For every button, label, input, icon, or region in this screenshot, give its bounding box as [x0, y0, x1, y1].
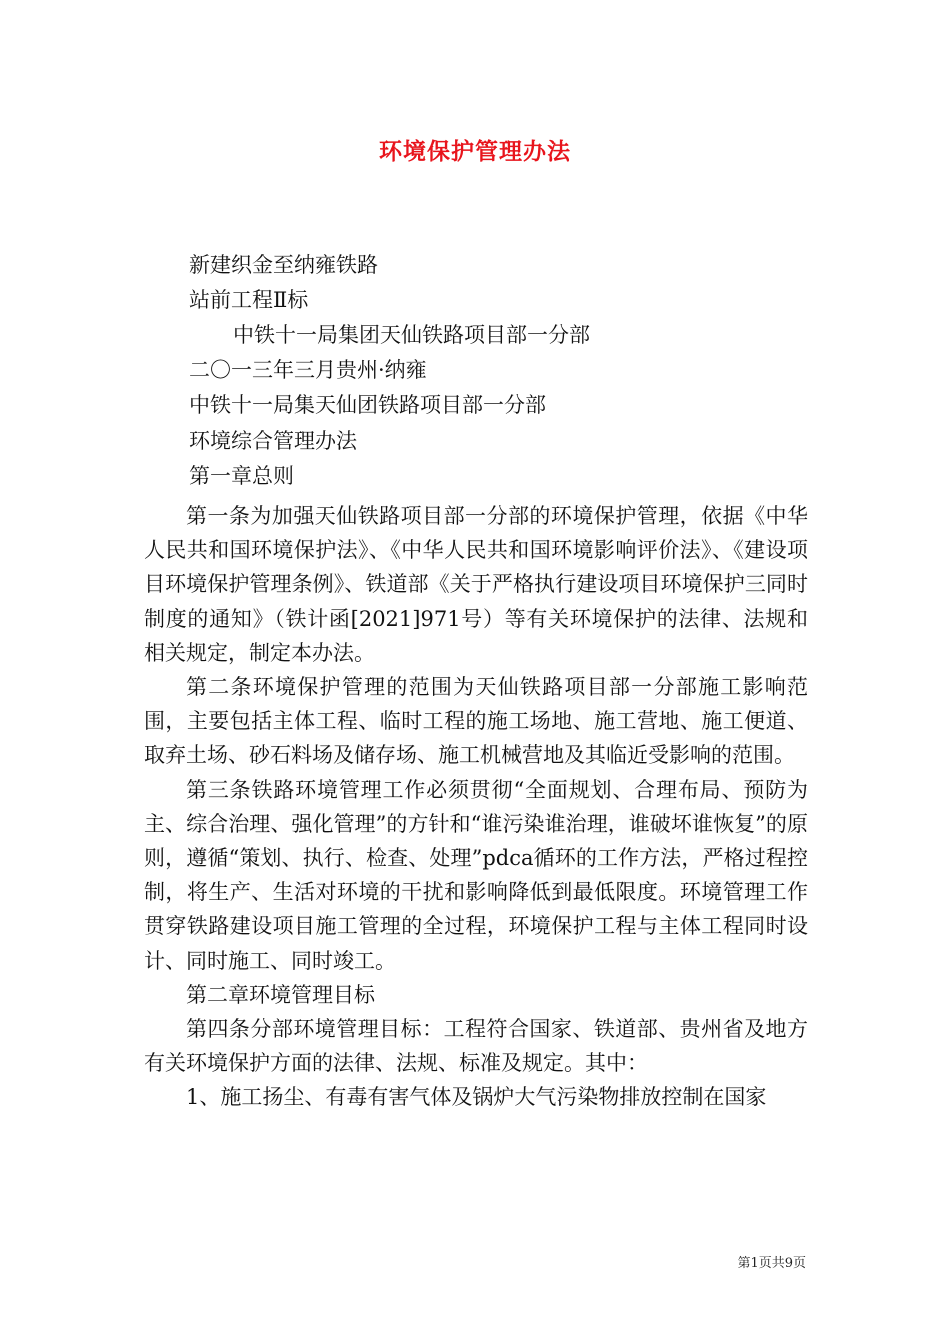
article-1-paragraph: 第一条为加强天仙铁路项目部一分部的环境保护管理，依据《中华人民共和国环境保护法》、《中华人民共和国环境影响评价法》、《建设项目环境保护管理条例》、铁道部《关于严格执行建设项目环境保护三同时制度的通知》（铁计函[2021]971号）等有关环境保护的法律、法规和相关规定，制定本办法。 [144, 504, 808, 665]
document-title: 环境保护管理办法 [379, 139, 571, 165]
article-4-paragraph: 第四条分部环境管理目标：工程符合国家、铁道部、贵州省及地方有关环境保护方面的法律、法规、标准及规定。其中： [144, 1017, 808, 1076]
cover-unit: 中铁十一局集团天仙铁路项目部一分部 [233, 323, 590, 347]
cover-date-place: 二〇一三年三月贵州·纳雍 [189, 358, 427, 382]
article-2-paragraph: 第二条环境保护管理的范围为天仙铁路项目部一分部施工影响范围，主要包括主体工程、临时工程的施工场地、施工营地、施工便道、取弃土场、砂石料场及储存场、施工机械营地及其临近受影响的范围。 [144, 675, 808, 768]
cover-doc-name: 环境综合管理办法 [189, 429, 357, 453]
chapter-1-body [144, 499, 808, 1115]
chapter-2-heading: 第二章环境管理目标 [186, 982, 375, 1007]
item-1-paragraph: 1、施工扬尘、有毒有害气体及锅炉大气污染物排放控制在国家 [186, 1085, 767, 1110]
cover-section: 站前工程Ⅱ标 [189, 288, 309, 312]
cover-unit-2: 中铁十一局集天仙团铁路项目部一分部 [189, 393, 546, 417]
article-3-paragraph: 第三条铁路环境管理工作必须贯彻“全面规划、合理布局、预防为主、综合治理、强化管理”的方针和“谁污染谁治理，谁破坏谁恢复”的原则，遵循“策划、执行、检查、处理”pdca循环的工作方法，严格过程控制，将生产、生活对环境的干扰和影响降低到最低限度。环境管理工作贯穿铁路建设项目施工管理的全过程，环境保护工程与主体工程同时设计、同时施工、同时竣工。 [144, 777, 808, 973]
cover-project: 新建织金至纳雍铁路 [189, 253, 378, 277]
page-footer: 第1页共9页 [737, 1256, 806, 1271]
chapter-1-heading: 第一章总则 [189, 464, 294, 488]
